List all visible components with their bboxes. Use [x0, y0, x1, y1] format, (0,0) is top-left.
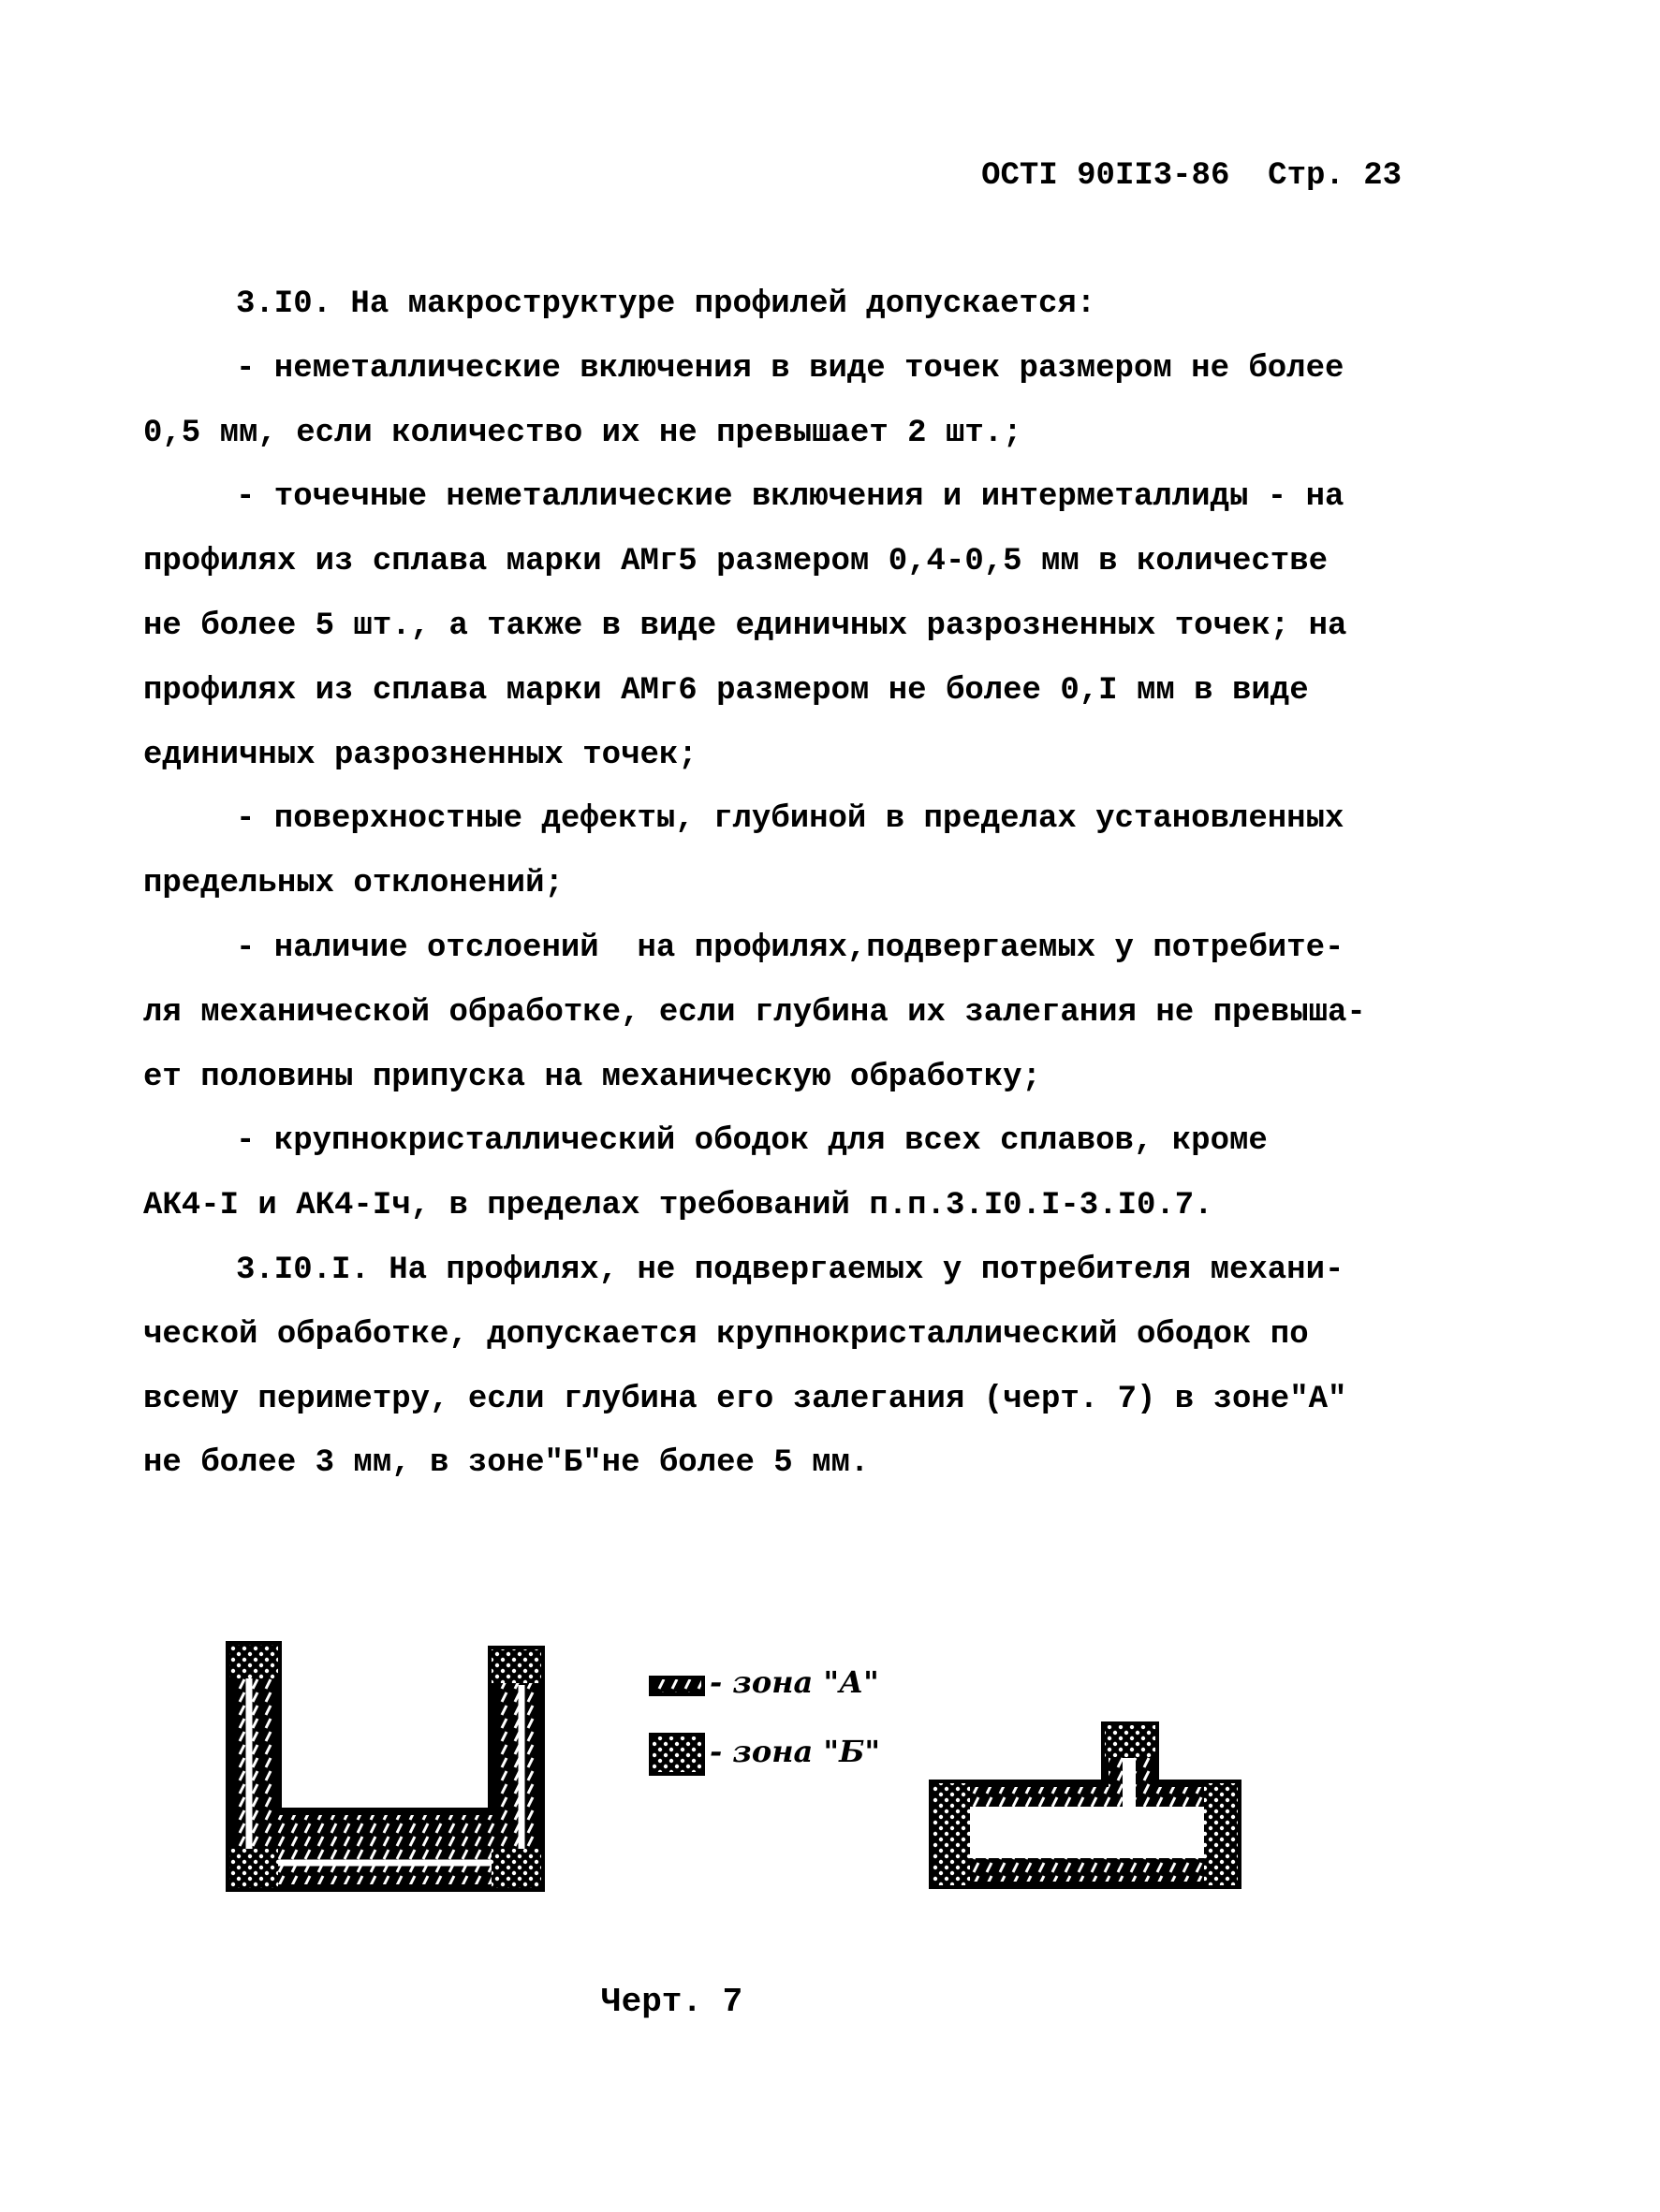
t-profile-drawing	[933, 1725, 1238, 1885]
text-line: - неметаллические включения в виде точек размером не более	[236, 350, 1344, 387]
text-line: - поверхностные дефекты, глубиной в пределах установленных	[236, 801, 1344, 838]
text-line: ет половины припуска на механическую обработку;	[143, 1059, 1041, 1095]
legend-zone-b: - зона "Б"	[710, 1734, 881, 1769]
text-line: - точечные неметаллические включения и интерметаллиды - на	[236, 479, 1344, 516]
text-line: - наличие отслоений на профилях,подвергаемых у потребите-	[236, 930, 1344, 966]
section-heading: 3.I0.I. На профилях, не подвергаемых у потребителя механи-	[236, 1252, 1344, 1288]
text-line: ля механической обработке, если глубина их залегания не превыша-	[143, 994, 1366, 1031]
zone-b-swatch	[651, 1735, 703, 1774]
text-line: - крупнокристаллический ободок для всех сплавов, кроме	[236, 1123, 1268, 1160]
section-heading: 3.I0. На макроструктуре профилей допускается:	[236, 286, 1096, 322]
text-line: не более 3 мм, в зоне"Б"не более 5 мм.	[143, 1445, 870, 1482]
text-line: профилях из сплава марки АМг5 размером 0,4-0,5 мм в количестве	[143, 544, 1329, 580]
text-line: не более 5 шт., а также в виде единичных разрозненных точек; на	[143, 608, 1347, 644]
legend-zone-a: - зона "А"	[710, 1664, 879, 1700]
u-profile-drawing	[229, 1645, 541, 1888]
text-line: всему периметру, если глубина его залегания (черт. 7) в зоне"А"	[143, 1381, 1347, 1417]
document-header: ОСТI 90II3-86 Стр. 23	[981, 158, 1402, 194]
zone-a-swatch	[651, 1677, 703, 1694]
text-line: ческой обработке, допускается крупнокристаллический ободок по	[143, 1316, 1309, 1353]
text-line: единичных разрозненных точек;	[143, 737, 698, 773]
text-line: профилях из сплава марки АМг6 размером не более 0,I мм в виде	[143, 672, 1309, 709]
figure-caption: Черт. 7	[601, 1983, 743, 2021]
text-line: предельных отклонений;	[143, 866, 564, 902]
text-line: 0,5 мм, если количество их не превышает 2 шт.;	[143, 415, 1022, 451]
text-line: АК4-I и АК4-Iч, в пределах требований п.п.3.I0.I-3.I0.7.	[143, 1188, 1213, 1224]
